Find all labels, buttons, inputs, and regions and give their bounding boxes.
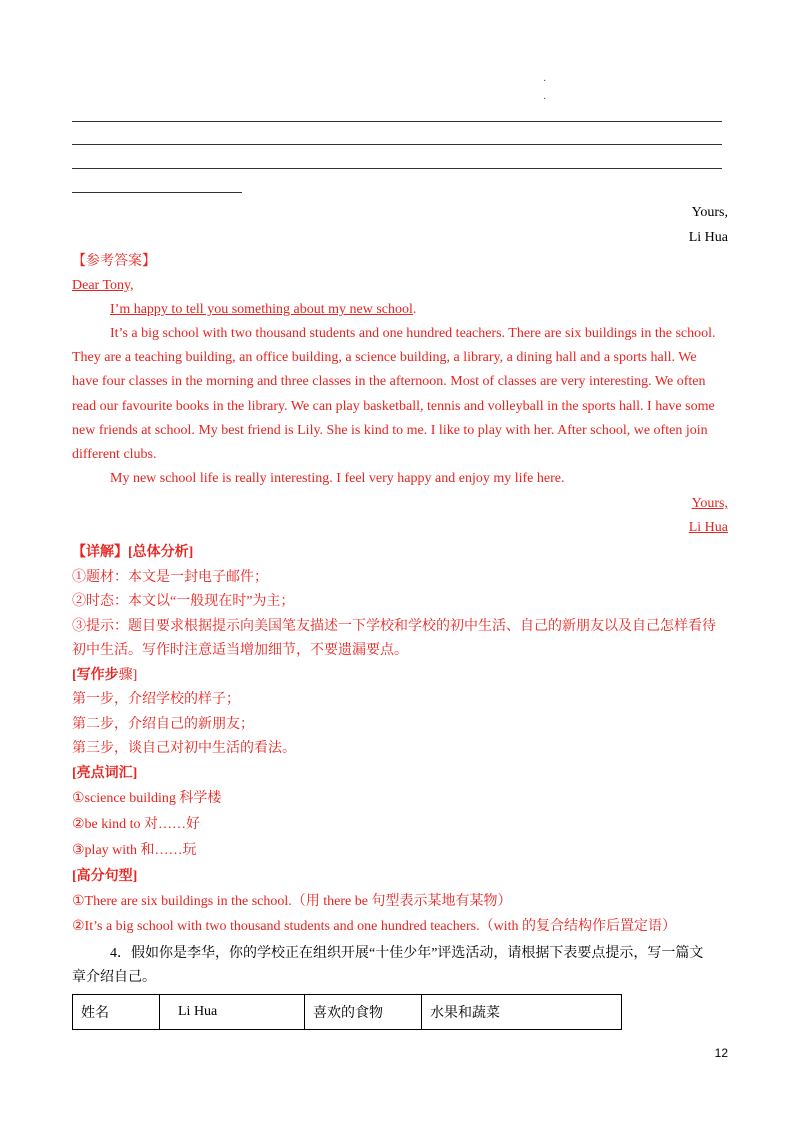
vocab-item: ②be kind to 对……好 [72, 817, 201, 832]
letter-closing-name: Li Hua [688, 230, 728, 245]
table-cell: 喜欢的食物 [305, 995, 422, 1030]
analysis-item: ③提示：题目要求根据提示向美国笔友描述一下学校和学校的初中生活、自己的新朋友以及自己怎样看待 [72, 619, 716, 634]
vocab-item: ①science building 科学楼 [72, 791, 222, 806]
writing-line [72, 192, 242, 193]
step-item: 第三步，谈自己对初中生活的看法。 [72, 741, 296, 756]
answer-para-line: new friends at school. My best friend is Lily. She is kind to me. I like to play with her. After school, we often join [72, 423, 708, 438]
vocab-heading: [亮点词汇] [72, 766, 138, 781]
answer-opening-period: . [412, 302, 417, 317]
sentence-heading: [高分句型] [72, 869, 138, 884]
table-cell: 姓名 [73, 995, 160, 1030]
writing-line [72, 168, 722, 169]
answer-para-line: They are a teaching building, an office building, a science building, a library, a dining hall and a sports hall. We [72, 350, 697, 365]
answer-name: Li Hua [688, 520, 728, 535]
decorative-dot: · [543, 94, 547, 105]
decorative-dot: · [543, 76, 547, 87]
answer-opening-text: I’m happy to tell you something about my new school [110, 302, 413, 317]
table-row [73, 995, 622, 1030]
question4-line: 章介绍自己。 [72, 970, 156, 985]
page-number: 12 [714, 1046, 728, 1060]
answer-greeting: Dear Tony, [72, 278, 134, 293]
analysis-item: 初中生活。写作时注意适当增加细节，不要遗漏要点。 [72, 643, 408, 658]
answer-para-line: have four classes in the morning and three classes in the afternoon. Most of classes are very interesting. We often [72, 374, 706, 389]
answer-closing-para: My new school life is really interesting. I feel very happy and enjoy my life here. [110, 471, 565, 486]
answer-opening [110, 300, 416, 320]
info-table [72, 994, 622, 1030]
step-item: 第二步，介绍自己的新朋友； [72, 717, 254, 732]
analysis-item: ①题材：本文是一封电子邮件； [72, 570, 268, 585]
answer-para-line: different clubs. [72, 447, 157, 462]
answer-para-line: read our favourite books in the library. We can play basketball, tennis and volleyball in the sports hall. I have some [72, 399, 715, 414]
answer-para-line: It’s a big school with two thousand students and one hundred teachers. There are six buildings in the school. [110, 326, 716, 341]
sentence-item: ②It’s a big school with two thousand students and one hundred teachers.（with 的复合结构作后置定语） [72, 919, 676, 934]
writing-line [72, 144, 722, 145]
answer-yours: Yours, [691, 496, 728, 511]
table-cell: 水果和蔬菜 [422, 995, 622, 1030]
steps-heading-a: [写作步 [72, 668, 119, 683]
question4-line: 4．假如你是李华，你的学校正在组织开展“十佳少年”评选活动，请根据下表要点提示，写一篇文 [110, 946, 704, 961]
steps-heading [72, 666, 137, 686]
step-item: 第一步，介绍学校的样子； [72, 692, 240, 707]
analysis-heading [72, 543, 193, 563]
writing-line [72, 121, 722, 122]
answer-heading: 【参考答案】 [72, 254, 156, 269]
letter-closing-yours: Yours, [691, 205, 728, 220]
analysis-heading-overall: [总体分析] [128, 545, 194, 560]
steps-heading-b: 骤] [118, 668, 138, 683]
vocab-item: ③play with 和……玩 [72, 843, 197, 858]
table-cell: Li Hua [160, 995, 305, 1030]
sentence-item: ①There are six buildings in the school.（用 there be 句型表示某地有某物） [72, 894, 512, 909]
analysis-item: ②时态：本文以“一般现在时”为主； [72, 594, 295, 609]
analysis-heading-label: 【详解】 [72, 545, 128, 560]
